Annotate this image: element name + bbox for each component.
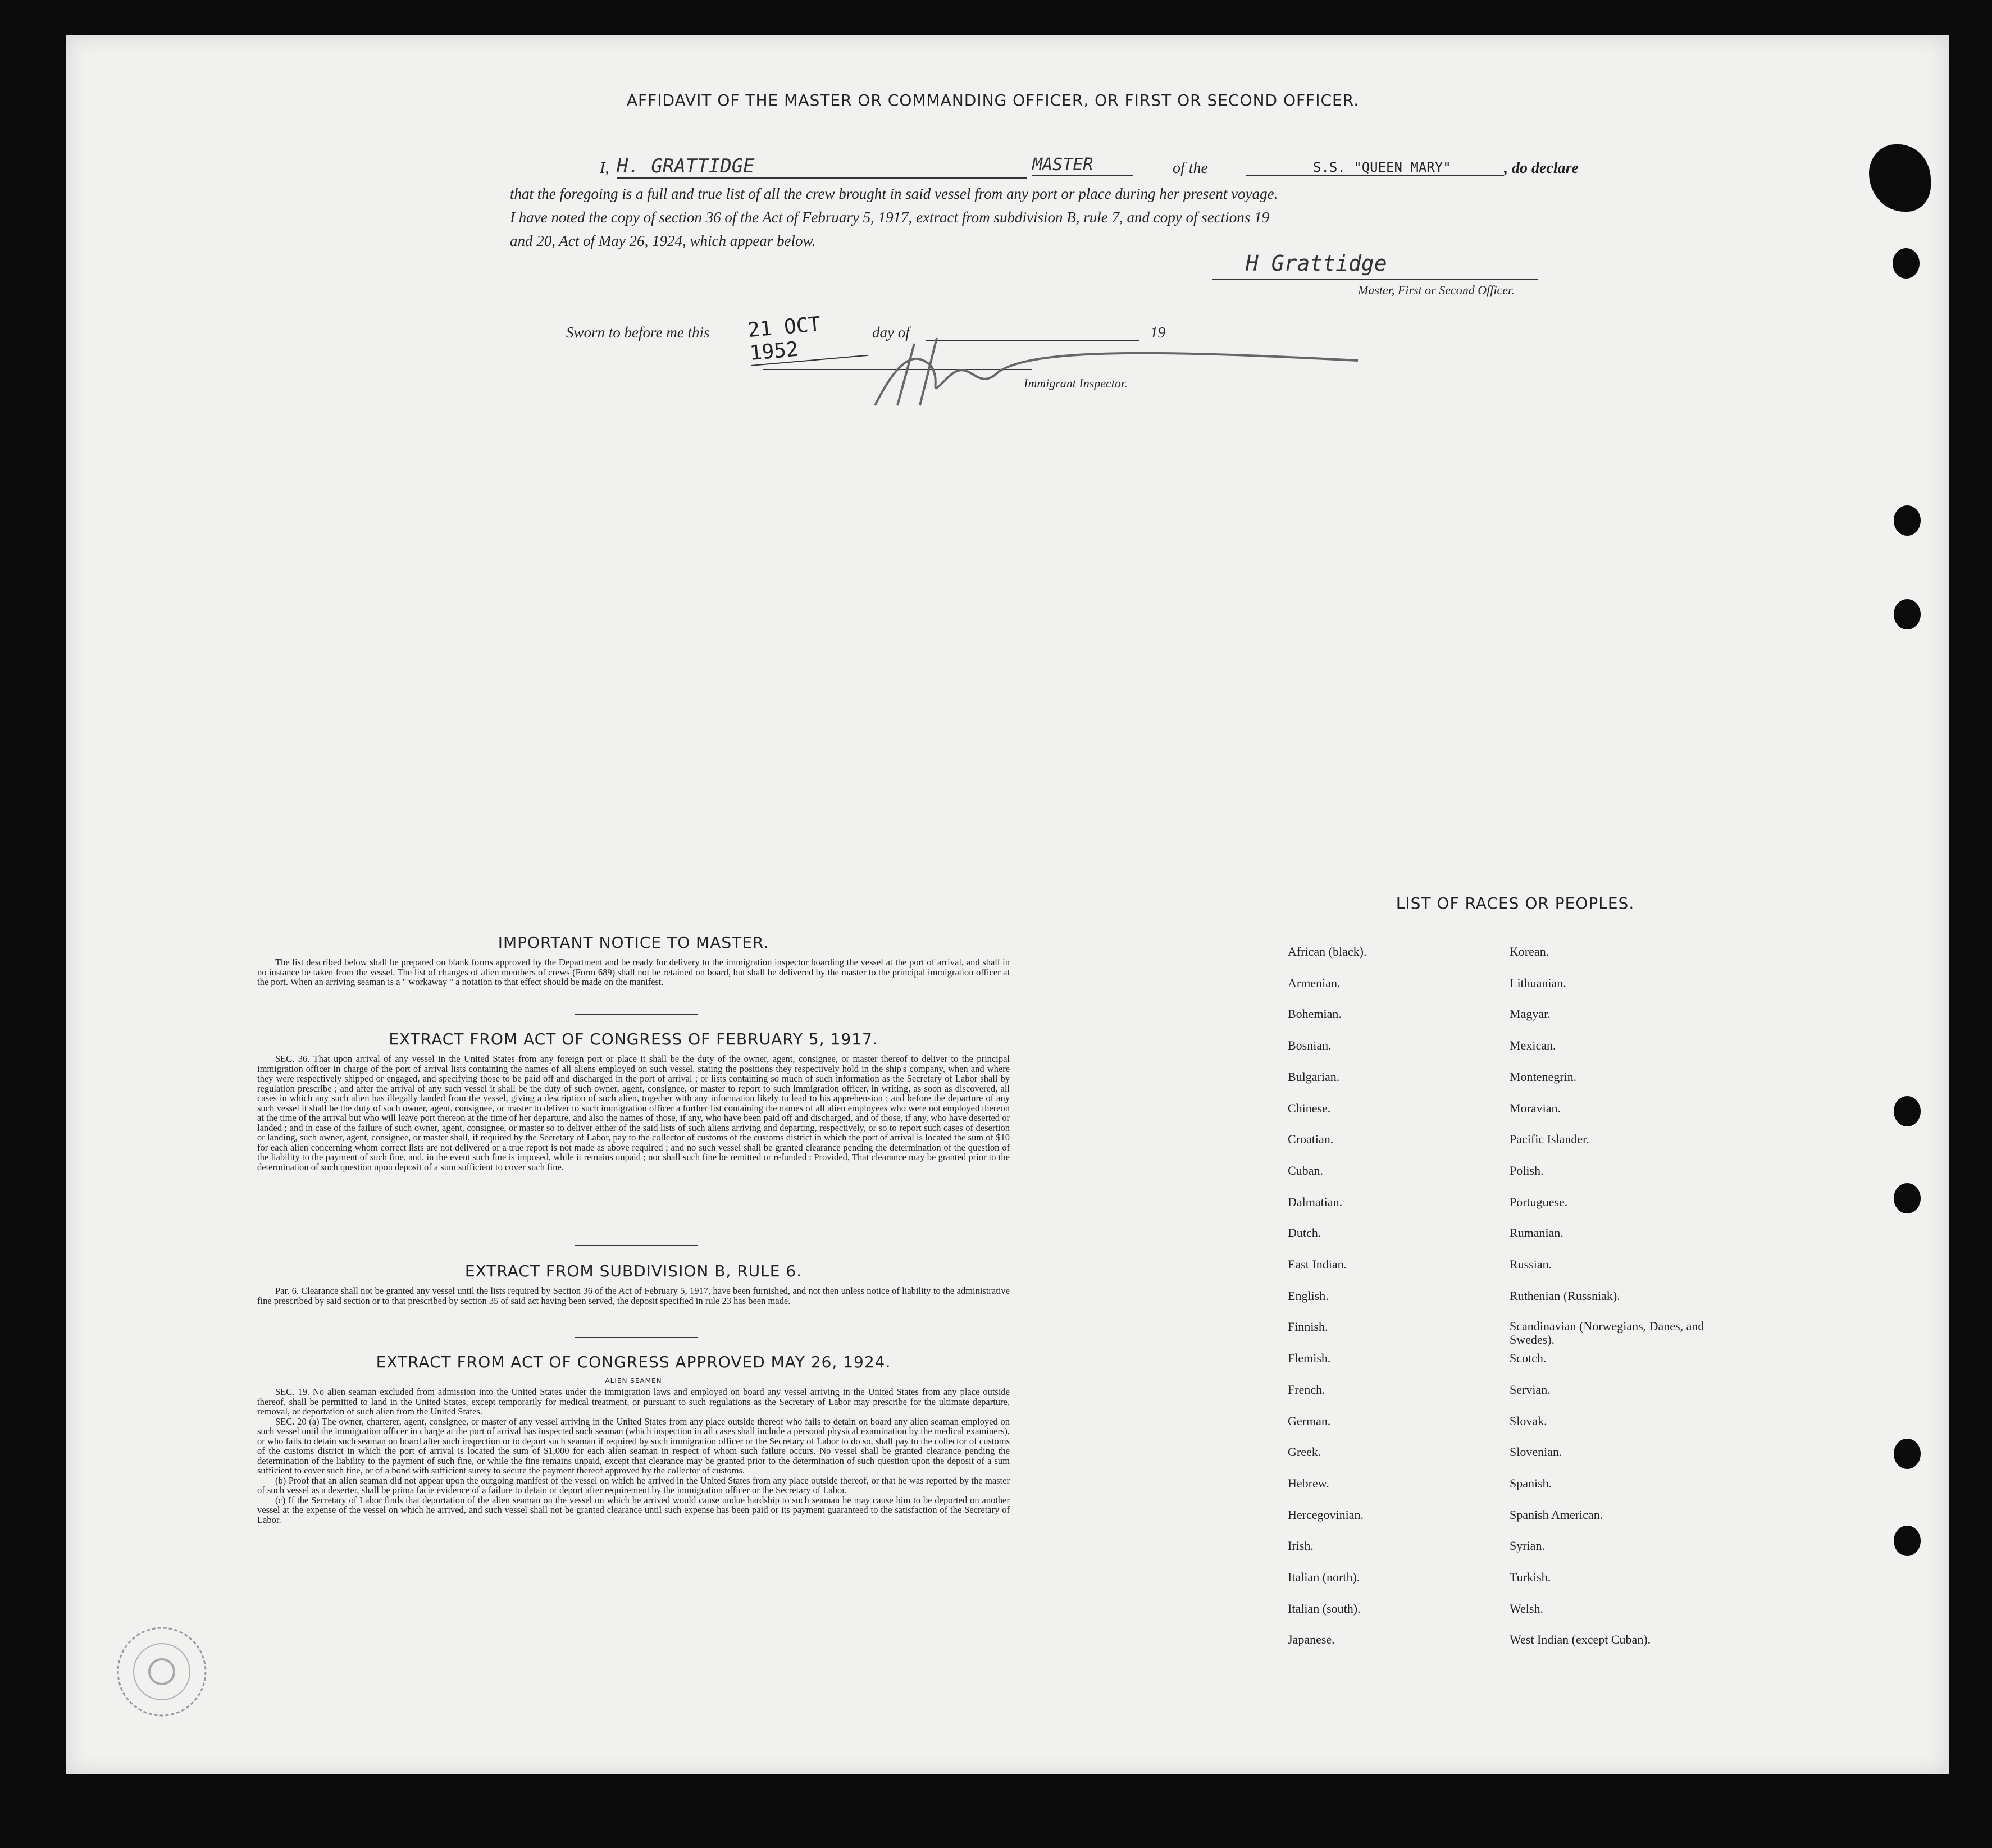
race-item: Magyar. bbox=[1510, 1007, 1551, 1021]
ink-blot bbox=[1869, 144, 1931, 212]
races-heading: LIST OF RACES OR PEOPLES. bbox=[1396, 894, 1635, 912]
manifest-page bbox=[66, 35, 1949, 1774]
sec20b-paragraph: (b) Proof that an alien seaman did not appear upon the outgoing manifest of the vessel on which he arrived in the United States from any place outside thereof, or that he was reported by the master of such vessel as a deserter, shall be prima facie evidence of a failure to detain or deport after requirement by the immigration officer or the Secretary of Labor. bbox=[257, 1475, 1010, 1495]
race-item: Italian (south). bbox=[1288, 1601, 1361, 1616]
extract-1917-body bbox=[257, 1054, 1010, 1172]
race-item: Korean. bbox=[1510, 944, 1549, 959]
punch-hole bbox=[1894, 1096, 1921, 1126]
inspector-signature bbox=[864, 327, 1369, 411]
sec36-paragraph: SEC. 36. That upon arrival of any vessel in the United States from any foreign port or place it shall be the duty of the owner, agent, consignee, or master thereof to deliver to the principal immigration officer in charge of the port of arrival lists containing the names of all aliens employed on such vessel, stating the positions they respectively hold in the ship's company, when and where they were respectively shipped or engaged, and specifying those to be paid off and discharged in the port of arrival ; or lists containing so much of such information as the Secretary of Labor shall by regulation prescribe ; and after the arrival of any such vessel it shall be the duty of such owner, agent, consignee, or master to report to such immigration officer, in writing, as soon as discovered, all cases in which any such alien has illegally landed from the vessel, giving a description of such alien, together with any information likely to lead to his apprehension ; and before the departure of any such vessel it shall be the duty of such owner, agent, consignee, or master to deliver to such immigration officer a further list containing the names of all alien employees who were not employed thereon at the time of the arrival but who will leave port thereon at the time of her departure, and also the names of those, if any, who have been paid off and discharged, and of those, if any, who have deserted or landed ; and in case of the failure of such owner, agent, consignee, or master so to deliver either of the said lists of such aliens arriving and departing, respectively, or so to report such cases of desertion or landing, such owner, agent, consignee, or master shall, if required by the Secretary of Labor, pay to the collector of customs of the customs district in which the port of arrival is located the sum of $10 for each alien concerning whom correct lists are not delivered or a true report is not made as above required ; and no such vessel shall be granted clearance pending the determination of the question of the liability to the payment of such fine, and, in the event such fine is imposed, while it remains unpaid ; nor shall such fine be remitted or refunded : Provided, That clearance may be granted prior to the determination of such question upon deposit of a sum sufficient to cover such fine. bbox=[257, 1053, 1010, 1172]
race-item: Portuguese. bbox=[1510, 1194, 1568, 1209]
affidavit-line-2: that the foregoing is a full and true list of all the crew brought in said vessel from any port or place during her present voyage. bbox=[510, 185, 1278, 202]
race-item: African (black). bbox=[1288, 944, 1367, 959]
notice-body bbox=[257, 957, 1010, 987]
sworn-label: Sworn to before me this bbox=[566, 324, 710, 341]
i-label: I, bbox=[600, 159, 609, 177]
affidavit-line-4: and 20, Act of May 26, 1924, which appear below. bbox=[510, 232, 816, 249]
race-item: Turkish. bbox=[1510, 1570, 1551, 1584]
race-item: Servian. bbox=[1510, 1382, 1551, 1397]
extract-1924-body bbox=[257, 1387, 1010, 1525]
race-item: Japanese. bbox=[1288, 1632, 1335, 1647]
race-item: Rumanian. bbox=[1510, 1226, 1563, 1240]
sec20c-paragraph: (c) If the Secretary of Labor finds that deportation of the alien seaman on the vessel on which he arrived would cause undue hardship to such seaman he may cause him to be deported on another vessel at the expense of the vessel on which he arrived, and such vessel shall not be granted clearance until such expense has been paid or its payment guaranteed to the satisfaction of the Secretary of Labor. bbox=[257, 1494, 1010, 1525]
divider bbox=[575, 1014, 698, 1015]
punch-hole bbox=[1894, 1183, 1921, 1213]
race-item: French. bbox=[1288, 1382, 1325, 1397]
race-item: Scandinavian (Norwegians, Danes, and Swedes). bbox=[1510, 1319, 1704, 1347]
rule6-heading: EXTRACT FROM SUBDIVISION B, RULE 6. bbox=[464, 1262, 803, 1280]
punch-hole bbox=[1893, 248, 1920, 279]
race-item: Moravian. bbox=[1510, 1101, 1561, 1115]
race-item: Scotch. bbox=[1510, 1351, 1547, 1366]
affidavit-title: AFFIDAVIT OF THE MASTER OR COMMANDING OFFICER, OR FIRST OR SECOND OFFICER. bbox=[626, 91, 1360, 109]
race-item: Russian. bbox=[1510, 1257, 1552, 1271]
archive-seal-stamp bbox=[114, 1624, 209, 1719]
vessel-field: S.S. "QUEEN MARY" bbox=[1246, 159, 1504, 176]
race-item: Dutch. bbox=[1288, 1226, 1321, 1240]
race-item: Dalmatian. bbox=[1288, 1194, 1343, 1209]
alien-seamen-subheading: ALIEN SEAMEN bbox=[605, 1377, 662, 1385]
race-item: Bosnian. bbox=[1288, 1038, 1332, 1053]
of-the-label: of the bbox=[1173, 159, 1208, 177]
master-name-field: H. GRATTIDGE bbox=[617, 155, 1027, 179]
notice-heading: IMPORTANT NOTICE TO MASTER. bbox=[498, 933, 769, 952]
punch-hole bbox=[1894, 1439, 1921, 1469]
race-item: Finnish. bbox=[1288, 1320, 1328, 1334]
inspector-caption: Immigrant Inspector. bbox=[1024, 376, 1128, 390]
race-item: Bulgarian. bbox=[1288, 1069, 1340, 1084]
race-item: Syrian. bbox=[1510, 1539, 1545, 1553]
signature-caption: Master, First or Second Officer. bbox=[1358, 283, 1515, 297]
extract-1924-heading: EXTRACT FROM ACT OF CONGRESS APPROVED MAY 26, 1924. bbox=[376, 1353, 891, 1371]
race-item: Polish. bbox=[1510, 1163, 1544, 1178]
race-item: Bohemian. bbox=[1288, 1007, 1342, 1021]
race-item: Ruthenian (Russniak). bbox=[1510, 1288, 1620, 1303]
race-item: Spanish American. bbox=[1510, 1507, 1603, 1522]
par6-paragraph: Par. 6. Clearance shall not be granted any vessel until the lists required by Section 36 of the Act of February 5, 1917, have been furnished, and not then unless notice of liability to the administrative fine prescribed by said section or to that prescribed by section 35 of said act having been served, the deposit specified in rule 23 has been made. bbox=[257, 1285, 1010, 1306]
race-item: English. bbox=[1288, 1288, 1329, 1303]
race-item: German. bbox=[1288, 1413, 1331, 1428]
race-item: Hercegovinian. bbox=[1288, 1507, 1364, 1522]
race-item: Hebrew. bbox=[1288, 1476, 1329, 1490]
punch-hole bbox=[1894, 599, 1921, 629]
race-item: Italian (north). bbox=[1288, 1570, 1360, 1584]
affidavit-line-1 bbox=[600, 155, 1633, 182]
race-item: Slovak. bbox=[1510, 1413, 1547, 1428]
race-item: Welsh. bbox=[1510, 1601, 1543, 1616]
extract-1917-heading: EXTRACT FROM ACT OF CONGRESS OF FEBRUARY 5, 1917. bbox=[389, 1030, 878, 1048]
race-item: Croatian. bbox=[1288, 1132, 1334, 1147]
race-item: Pacific Islander. bbox=[1510, 1132, 1589, 1147]
race-item: Armenian. bbox=[1288, 975, 1341, 990]
race-item: Flemish. bbox=[1288, 1351, 1331, 1366]
race-item: East Indian. bbox=[1288, 1257, 1347, 1271]
race-item: Greek. bbox=[1288, 1445, 1321, 1459]
punch-hole bbox=[1894, 1526, 1921, 1556]
race-item: Lithuanian. bbox=[1510, 975, 1566, 990]
race-item: Chinese. bbox=[1288, 1101, 1331, 1115]
race-item: Slovenian. bbox=[1510, 1445, 1562, 1459]
race-item: Irish. bbox=[1288, 1539, 1314, 1553]
race-item: Montenegrin. bbox=[1510, 1069, 1577, 1084]
sworn-date-stamp: 21 OCT 1952 bbox=[747, 309, 869, 366]
divider bbox=[575, 1245, 698, 1246]
rank-field: MASTER bbox=[1032, 155, 1133, 176]
signature-text: H Grattidge bbox=[1246, 251, 1387, 276]
master-signature bbox=[1212, 251, 1538, 280]
divider bbox=[575, 1337, 698, 1338]
notice-paragraph: The list described below shall be prepared on blank forms approved by the Department and be ready for delivery to the immigration inspector boarding the vessel at the port of arrival, and shall in no instance be taken from the vessel. The list of changes of alien members of crews (Form 689) shall not be retained on board, but shall be delivered by the master to the principal immigration officer at the port. When an arriving seaman is a " workaway " a notation to that effect should be made on the manifest. bbox=[257, 957, 1010, 987]
affidavit-line-3: I have noted the copy of section 36 of the Act of February 5, 1917, extract from subdivision B, rule 7, and copy of sections 19 bbox=[510, 209, 1269, 226]
do-declare-label: , do declare bbox=[1504, 159, 1579, 177]
race-item: Spanish. bbox=[1510, 1476, 1552, 1490]
rule6-body bbox=[257, 1286, 1010, 1306]
race-item: West Indian (except Cuban). bbox=[1510, 1632, 1651, 1647]
day-of-label: day of bbox=[872, 324, 910, 341]
race-item: Cuban. bbox=[1288, 1163, 1323, 1178]
sec19-paragraph: SEC. 19. No alien seaman excluded from admission into the United States under the immigration laws and employed on board any vessel arriving in the United States from any place outside thereof, shall be permitted to land in the United States, except temporarily for medical treatment, or pursuant to such regulations as the Secretary of Labor may prescribe for the ultimate departure, removal, or deportation of such alien from the United States. bbox=[257, 1386, 1010, 1417]
sec20a-paragraph: SEC. 20 (a) The owner, charterer, agent, consignee, or master of any vessel arriving in the United States from any place outside thereof who fails to detain on board any alien seaman employed on such vessel until the immigration officer in charge at the port of arrival has inspected such seaman (which inspection in all cases shall include a personal physical examination by the medical examiners), or who fails to detain such seaman on board after such inspection or to deport such seaman if required by such immigration officer or the Secretary of Labor to do so, shall pay to the collector of customs of the customs district in which the port of arrival is located the sum of $1,000 for each alien seaman in respect of whom such failure occurs. No vessel shall be granted clearance pending the determination of the liability to the payment of such fine, or while the fine remains unpaid, except that clearance may be granted prior to the determination of such question upon the deposit of a sum sufficient to cover such fine, or of a bond with sufficient surety to secure the payment thereof approved by the collector of customs. bbox=[257, 1416, 1010, 1476]
year-prefix: 19 bbox=[1150, 324, 1165, 341]
race-item: Mexican. bbox=[1510, 1038, 1556, 1053]
punch-hole bbox=[1894, 505, 1921, 536]
